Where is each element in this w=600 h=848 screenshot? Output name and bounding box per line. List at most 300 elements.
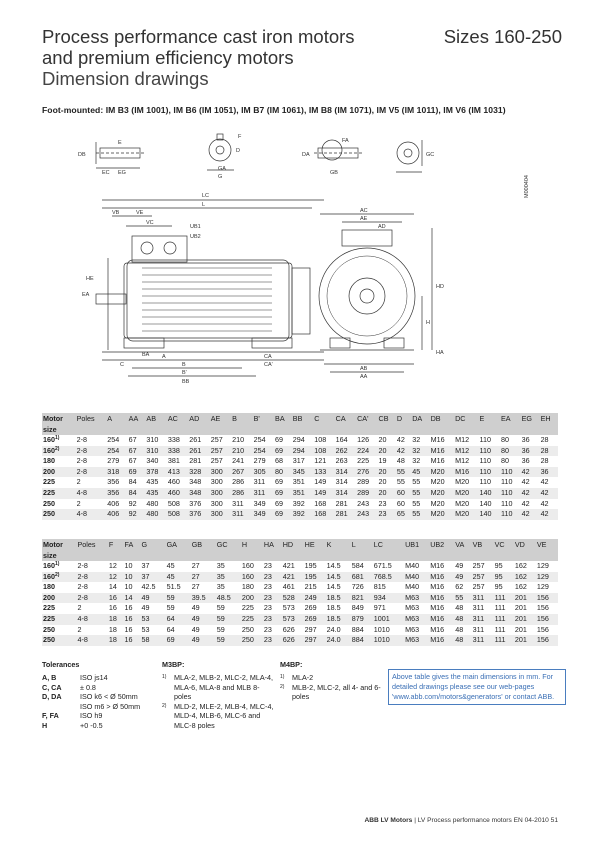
- table-cell: 69: [166, 635, 191, 646]
- table-cell: 37: [140, 572, 165, 583]
- table-cell: M16: [430, 435, 445, 444]
- table-cell: 55: [411, 488, 429, 499]
- column-header-spacer: [494, 550, 514, 561]
- table-cell: 55: [412, 477, 421, 487]
- table-cell: M16: [430, 446, 454, 457]
- table-cell: 815: [373, 582, 386, 592]
- column-header: VA: [454, 539, 471, 550]
- table-cell: 1010: [373, 624, 390, 634]
- table-cell: 14: [108, 582, 117, 592]
- table-header-row: [42, 539, 558, 550]
- table-cell: M16: [430, 561, 445, 570]
- m4bp-list: [280, 673, 392, 702]
- table-cell: 2-8: [76, 467, 107, 478]
- table-cell: 133: [313, 467, 334, 478]
- motor-size-cell: 225: [43, 603, 55, 613]
- table-cell: M20: [430, 488, 454, 499]
- column-header-spacer: [241, 550, 263, 561]
- table-cell: 10: [124, 582, 133, 592]
- table-cell: 681: [351, 572, 373, 583]
- page-number: 51: [550, 817, 558, 824]
- table-cell: 378: [145, 467, 166, 478]
- table-cell: 584: [351, 561, 364, 570]
- table-cell: 328: [188, 467, 209, 478]
- table-cell: 243: [357, 498, 370, 508]
- table-cell: 39.5: [191, 593, 216, 604]
- column-header: GC: [216, 539, 241, 550]
- table-cell: 249: [304, 593, 326, 604]
- table-cell: 300: [210, 509, 231, 520]
- table-cell: 279: [107, 456, 120, 466]
- table-cell: 27: [191, 582, 200, 592]
- table-cell: 49: [455, 561, 464, 570]
- table-cell: 53: [140, 614, 165, 625]
- column-header: A: [106, 413, 127, 424]
- table-cell: 2: [77, 624, 82, 634]
- table-cell: 49: [191, 614, 216, 625]
- table-cell: 28: [540, 446, 558, 457]
- dimension-drawing: [42, 128, 562, 390]
- table-cell: 20: [378, 467, 396, 478]
- motor-size-cell: 250: [43, 498, 55, 508]
- table-cell: 345: [292, 467, 313, 478]
- dim-label-ae: AE: [360, 216, 368, 222]
- table-cell: 10: [124, 572, 141, 583]
- tolerance-row: [42, 683, 140, 693]
- column-header: L: [351, 539, 373, 550]
- table-cell: 348: [188, 488, 209, 499]
- table-cell: 314: [335, 467, 356, 478]
- motor-size-cell: 225: [43, 477, 55, 487]
- table-cell: 23: [263, 572, 282, 583]
- table-cell: 971: [373, 603, 386, 613]
- tolerance-row: [42, 692, 140, 702]
- table-cell: 110: [500, 498, 513, 508]
- tolerance-dimension: [42, 702, 80, 712]
- table-cell: 279: [253, 456, 266, 466]
- table-cell: M40: [405, 561, 420, 570]
- column-header: F: [108, 539, 124, 550]
- column-header: DA: [411, 413, 429, 424]
- tolerance-dimension: H: [42, 720, 48, 730]
- table-cell: 62: [455, 582, 464, 592]
- table-cell: 64: [166, 624, 175, 634]
- table-cell: 210: [231, 446, 252, 457]
- table-cell: 42: [540, 509, 558, 520]
- column-header: VE: [536, 539, 558, 550]
- table-cell: M20: [454, 488, 478, 499]
- page-subtitle: Dimension drawings: [42, 68, 209, 89]
- table-cell: 28: [540, 456, 549, 466]
- table-cell: 314: [335, 488, 356, 499]
- table-row: [42, 499, 558, 510]
- motor-size-cell: 250: [42, 509, 76, 520]
- table-cell: M20: [455, 498, 470, 508]
- motor-size-cell: 160$^{1)}$: [43, 561, 60, 570]
- table-cell: 311: [472, 593, 494, 604]
- table-cell: 2-8: [77, 561, 88, 570]
- table-cell: 42: [521, 467, 540, 478]
- table-cell: 300: [210, 477, 223, 487]
- table-cell: 297: [304, 635, 326, 646]
- table-cell: 392: [292, 509, 313, 520]
- table-cell: 310: [145, 446, 166, 457]
- table-row: [42, 467, 558, 478]
- motor-size-cell: 180: [43, 582, 55, 592]
- sizes-range: Sizes 160-250: [443, 26, 562, 47]
- footnote-text: MLA-2: [292, 673, 314, 682]
- table-cell: 69: [274, 509, 292, 520]
- table-cell: 254: [253, 446, 274, 457]
- dim-label-c: C: [120, 362, 124, 368]
- table-cell: 318: [106, 467, 127, 478]
- table-cell: 311: [231, 509, 252, 520]
- motor-size-cell: 250: [43, 624, 55, 634]
- table-cell: 2: [76, 477, 81, 487]
- column-header: H: [241, 539, 263, 550]
- column-header-spacer: [411, 424, 429, 435]
- table-cell: 55: [396, 477, 405, 487]
- table-cell: M12: [454, 446, 478, 457]
- table-cell: 201: [514, 603, 527, 613]
- motor-size-cell: 180: [43, 456, 55, 466]
- dim-label-a: A: [162, 354, 166, 360]
- table-cell: 254: [253, 435, 266, 444]
- table-cell: 201: [514, 614, 536, 625]
- column-header: K: [326, 539, 351, 550]
- table-cell: 80: [274, 467, 292, 478]
- table-cell: 67: [128, 456, 137, 466]
- column-header-spacer: [378, 424, 396, 435]
- table-cell: 19: [378, 456, 387, 466]
- column-header: D: [396, 413, 411, 424]
- table-cell: 626: [282, 635, 304, 646]
- table-cell: 16: [124, 614, 141, 625]
- column-header: LC: [373, 539, 404, 550]
- table-cell: 4-8: [76, 488, 107, 499]
- table-cell: 269: [304, 614, 326, 625]
- table-cell: 121: [314, 456, 327, 466]
- table-cell: 16: [108, 603, 117, 613]
- tolerances-list: [42, 673, 140, 730]
- column-header: E: [479, 413, 500, 424]
- column-header: UB1: [404, 539, 429, 550]
- table-row: [42, 509, 558, 520]
- table-cell: 69: [274, 488, 292, 499]
- table-cell: 32: [412, 456, 421, 466]
- table-cell: 480: [145, 509, 166, 520]
- footnote-item: [162, 673, 274, 702]
- table-cell: 351: [292, 488, 313, 499]
- table-cell: 243: [356, 509, 377, 520]
- table-cell: 257: [210, 456, 223, 466]
- table-cell: M63: [404, 593, 429, 604]
- dim-label-db: DB: [78, 152, 86, 158]
- table-cell: 60: [396, 488, 411, 499]
- table-cell: 2-8: [76, 572, 107, 583]
- table-row: [42, 456, 558, 467]
- table-cell: 281: [189, 456, 202, 466]
- dim-label-ac: AC: [360, 208, 368, 214]
- table-cell: 508: [167, 498, 180, 508]
- dim-label-ub1: UB1: [190, 224, 201, 230]
- column-header: GB: [191, 539, 216, 550]
- table-cell: 435: [146, 477, 159, 487]
- table-cell: 225: [241, 603, 254, 613]
- column-header: AD: [188, 413, 209, 424]
- page-title-line-2: and premium efficiency motors: [42, 47, 294, 68]
- table-cell: 413: [167, 467, 188, 478]
- table-cell: 311: [472, 614, 494, 625]
- table-cell: 311: [472, 624, 485, 634]
- column-header-spacer: [351, 550, 373, 561]
- table-cell: M63: [405, 624, 420, 634]
- column-header: EA: [500, 413, 521, 424]
- table-cell: 18.5: [326, 593, 351, 604]
- table-cell: 69: [275, 477, 284, 487]
- table-cell: M16: [430, 456, 445, 466]
- footer-brand: ABB LV Motors: [364, 817, 413, 824]
- table-cell: 311: [232, 498, 244, 508]
- table-cell: 23: [263, 624, 272, 634]
- dim-label-da: DA: [302, 152, 310, 158]
- column-header: BA: [274, 413, 292, 424]
- column-header-spacer: [304, 550, 326, 561]
- tolerance-row: [42, 721, 140, 731]
- table-cell: M20: [430, 498, 445, 508]
- dimension-table-1: [42, 413, 558, 520]
- table-cell: 64: [166, 614, 191, 625]
- table-cell: 23: [263, 635, 282, 646]
- table-cell: M20: [454, 509, 478, 520]
- table-cell: 671.5: [373, 561, 392, 570]
- tolerance-value: ± 0.8: [80, 682, 96, 692]
- table-cell: 200: [241, 593, 263, 604]
- table-cell: 24.0: [326, 624, 341, 634]
- table-cell: 59: [216, 624, 225, 634]
- table-cell: 129: [536, 582, 549, 592]
- table-cell: 461: [282, 582, 295, 592]
- column-header: AA: [128, 413, 146, 424]
- dim-label-bb: BB: [182, 379, 190, 385]
- motor-size-cell: 160$^{2)}$: [42, 572, 76, 583]
- column-header-spacer: [404, 550, 429, 561]
- table-cell: 45: [411, 467, 429, 478]
- table-cell: M20: [455, 477, 470, 487]
- table-cell: 20: [378, 477, 387, 487]
- table-cell: 110: [500, 477, 513, 487]
- table-cell: 27: [191, 572, 216, 583]
- table-cell: 18.5: [326, 603, 341, 613]
- column-header-spacer: [430, 424, 454, 435]
- table-cell: 42: [521, 498, 530, 508]
- table-cell: 156: [536, 593, 558, 604]
- tolerance-value: +0 -0.5: [80, 720, 103, 730]
- table-cell: 110: [500, 509, 521, 520]
- table-cell: 168: [314, 498, 327, 508]
- table-cell: 55: [412, 498, 421, 508]
- dim-label-e: E: [118, 140, 122, 146]
- table-cell: 149: [314, 477, 327, 487]
- table-cell: 14.5: [326, 561, 341, 570]
- table-cell: 294: [292, 446, 313, 457]
- column-header: VD: [514, 539, 536, 550]
- dim-label-l: L: [202, 202, 206, 208]
- table-cell: 460: [167, 477, 180, 487]
- motor-size-cell: 250: [42, 635, 76, 646]
- table-header-row-2: [42, 424, 558, 435]
- table-cell: 80: [500, 435, 509, 444]
- table-cell: 2: [77, 603, 82, 613]
- column-header-spacer: [210, 424, 231, 435]
- motor-size-cell: 200: [42, 467, 76, 478]
- table-cell: 160: [241, 561, 254, 570]
- table-cell: 14.5: [326, 572, 351, 583]
- column-header-spacer: [454, 424, 478, 435]
- table-cell: 14: [124, 593, 141, 604]
- table-cell: 573: [282, 603, 295, 613]
- table-cell: 10: [124, 561, 133, 570]
- table-cell: 23: [378, 509, 396, 520]
- column-header-spacer: [326, 550, 351, 561]
- motor-size-cell: 200: [42, 593, 76, 604]
- table-cell: 254: [107, 435, 120, 444]
- table-cell: 180: [241, 582, 254, 592]
- table-cell: 934: [373, 593, 404, 604]
- table-cell: 156: [536, 603, 549, 613]
- page-footer: [364, 817, 558, 824]
- footnote-item: [280, 683, 392, 702]
- table-cell: 317: [292, 456, 305, 466]
- dim-label-eg: EG: [118, 170, 126, 176]
- column-header-spacer: [472, 550, 494, 561]
- table-cell: M16: [454, 467, 478, 478]
- table-cell: 281: [335, 509, 356, 520]
- table-cell: 195: [304, 561, 317, 570]
- table-cell: 110: [500, 467, 521, 478]
- column-header-spacer: [76, 424, 107, 435]
- table-cell: 84: [128, 488, 146, 499]
- footnote-marker: 1): [55, 435, 60, 441]
- table-cell: 23: [378, 498, 387, 508]
- table-cell: 297: [304, 624, 317, 634]
- column-header-spacer: [253, 424, 274, 435]
- motor-size-cell: 225: [42, 614, 76, 625]
- m4bp-section: [280, 660, 392, 702]
- table-cell: 267: [231, 467, 252, 478]
- table-cell: 16: [124, 624, 133, 634]
- table-cell: 36: [521, 435, 530, 444]
- table-cell: 257: [472, 582, 485, 592]
- table-cell: 250: [241, 635, 263, 646]
- column-header-spacer: [231, 424, 252, 435]
- table-cell: 225: [241, 614, 263, 625]
- column-header: VC: [494, 539, 514, 550]
- table-cell: 289: [357, 477, 370, 487]
- table-cell: 45: [166, 561, 175, 570]
- table-cell: 48: [454, 635, 471, 646]
- table-row: [42, 435, 558, 446]
- table-row: [42, 635, 558, 646]
- table-cell: 69: [275, 498, 284, 508]
- table-cell: M63: [404, 635, 429, 646]
- table-cell: 480: [146, 498, 159, 508]
- column-header-spacer: [106, 424, 127, 435]
- table-cell: 84: [128, 477, 137, 487]
- table-cell: 305: [253, 467, 274, 478]
- dim-label-fa: FA: [342, 138, 349, 144]
- dim-label-b: B: [182, 362, 186, 368]
- table-cell: M16: [430, 582, 445, 592]
- table-cell: 80: [500, 446, 521, 457]
- table-cell: 69: [274, 446, 292, 457]
- table-cell: 310: [146, 435, 159, 444]
- table-cell: 111: [494, 624, 506, 634]
- table-cell: 18: [108, 624, 117, 634]
- table-cell: 210: [232, 435, 245, 444]
- table-cell: 250: [241, 624, 254, 634]
- table-cell: M20: [430, 477, 445, 487]
- tolerance-row: [42, 673, 140, 683]
- table-cell: 126: [357, 435, 370, 444]
- table-cell: 1010: [373, 635, 404, 646]
- tolerance-dimension: C, CA: [42, 682, 62, 692]
- table-cell: 254: [106, 446, 127, 457]
- table-cell: 68: [275, 456, 284, 466]
- table-cell: 160: [241, 572, 263, 583]
- column-header-spacer: [540, 424, 558, 435]
- table-cell: 42: [521, 509, 540, 520]
- table-header-row: [42, 413, 558, 424]
- table-cell: 162: [514, 561, 527, 570]
- column-header-spacer: [500, 424, 521, 435]
- column-header: DB: [430, 413, 454, 424]
- table-cell: 286: [231, 488, 252, 499]
- dim-label-ab: AB: [360, 366, 368, 372]
- table-cell: 12: [108, 572, 124, 583]
- column-header: BB: [292, 413, 313, 424]
- table-cell: 261: [188, 446, 209, 457]
- footnote-marker: 2): [55, 571, 60, 578]
- table-cell: 164: [335, 435, 348, 444]
- table-cell: 42.5: [141, 582, 156, 592]
- tolerance-row: [42, 702, 140, 712]
- table-cell: 4-8: [76, 635, 107, 646]
- dim-label-ga: GA: [218, 166, 226, 172]
- table-cell: 281: [335, 498, 348, 508]
- table-cell: 2-8: [77, 582, 88, 592]
- table-cell: M20: [430, 509, 454, 520]
- table-cell: 356: [106, 488, 127, 499]
- column-header-size: size: [42, 424, 76, 435]
- column-header: HA: [263, 539, 282, 550]
- table-cell: 18: [108, 635, 124, 646]
- column-header-motor: Motor: [42, 539, 76, 550]
- table-cell: 300: [210, 498, 223, 508]
- table-cell: 406: [107, 498, 120, 508]
- dim-label-gb: GB: [330, 170, 338, 176]
- table-cell: 257: [210, 446, 231, 457]
- column-header-spacer: [128, 424, 146, 435]
- tolerance-value: ISO js14: [80, 673, 108, 682]
- dim-label-ba: BA: [142, 352, 150, 358]
- table-row: [42, 488, 558, 499]
- table-cell: M16: [429, 593, 454, 604]
- table-cell: 67: [128, 435, 137, 444]
- table-row: [42, 477, 558, 488]
- m3bp-list: [162, 673, 274, 730]
- table-cell: 111: [494, 593, 514, 604]
